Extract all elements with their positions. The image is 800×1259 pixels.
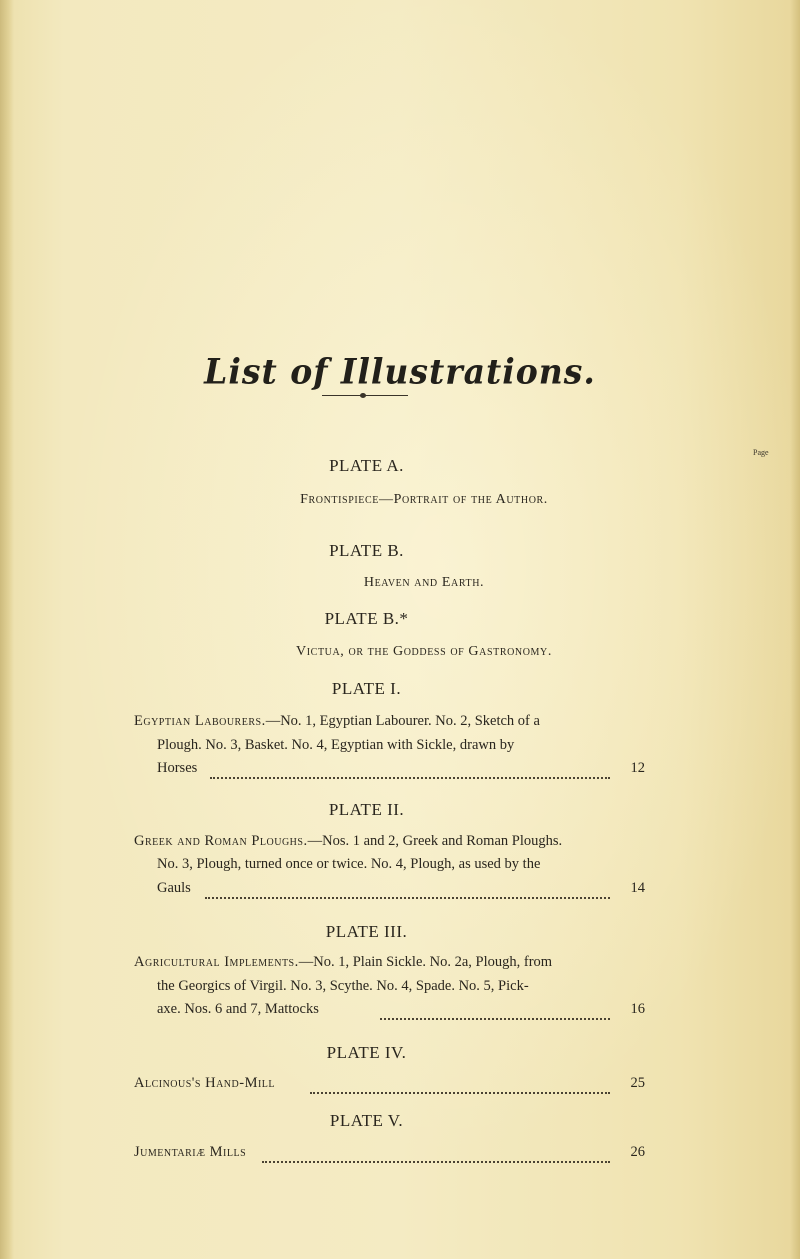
plate-bstar-description: Victua, or the Goddess of Gastronomy. (296, 644, 552, 659)
title-divider-ornament (360, 393, 366, 398)
plate-bstar-heading: PLATE B.* (324, 609, 409, 628)
plate-v-page-number: 26 (630, 1144, 645, 1160)
plate-ii-line-1 (134, 833, 562, 850)
plate-iv-line-1: Alcinous's Hand-Mill (134, 1075, 276, 1091)
plate-i-line-3: Horses (157, 760, 198, 776)
page-left-edge (0, 0, 14, 1259)
plate-a-description: Frontispiece—Portrait of the Author. (300, 492, 548, 507)
plate-iv-leader-dots (310, 1092, 610, 1094)
page-right-edge (790, 0, 800, 1259)
plate-i-line-1 (134, 713, 540, 730)
plate-i-page-number: 12 (630, 760, 645, 776)
plate-i-line-1-rest: —No. 1, Egyptian Labourer. No. 2, Sketch of a (265, 713, 540, 729)
plate-i-leader-dots (210, 777, 610, 779)
plate-iii-line-1-rest: —No. 1, Plain Sickle. No. 2a, Plough, from (298, 954, 553, 970)
plate-iii-line-1 (134, 954, 552, 971)
plate-ii-page-number: 14 (630, 880, 645, 896)
page-column-label: Page (753, 448, 769, 457)
plate-ii-heading: PLATE II. (328, 800, 405, 819)
plate-i-line-2: Plough. No. 3, Basket. No. 4, Egyptian with Sickle, drawn by (157, 737, 515, 753)
plate-ii-line-2: No. 3, Plough, turned once or twice. No. 4, Plough, as used by the (157, 856, 541, 872)
plate-b-heading: PLATE B. (329, 541, 404, 560)
plate-v-line-1: Jumentariæ Mills (134, 1144, 247, 1160)
plate-iii-subject: Agricultural Implements. (134, 954, 299, 970)
plate-v-heading: PLATE V. (329, 1111, 404, 1130)
plate-i-subject: Egyptian Labourers. (134, 713, 266, 729)
plate-v-leader-dots (262, 1161, 610, 1163)
plate-ii-subject: Greek and Roman Ploughs. (134, 833, 308, 849)
plate-ii-line-3: Gauls (157, 880, 191, 896)
plate-ii-line-1-rest: —Nos. 1 and 2, Greek and Roman Ploughs. (307, 833, 563, 849)
plate-iv-heading: PLATE IV. (326, 1043, 407, 1062)
plate-a-heading: PLATE A. (329, 456, 404, 475)
plate-ii-leader-dots (205, 897, 610, 899)
page-title: List of Illustrations. (204, 351, 596, 392)
plate-iii-heading: PLATE III. (325, 922, 408, 941)
plate-iii-line-3: axe. Nos. 6 and 7, Mattocks (157, 1001, 319, 1017)
plate-iii-page-number: 16 (630, 1001, 645, 1017)
plate-iii-line-2: the Georgics of Virgil. No. 3, Scythe. No. 4, Spade. No. 5, Pick- (157, 978, 529, 994)
plate-iv-page-number: 25 (630, 1075, 645, 1091)
plate-i-heading: PLATE I. (331, 679, 402, 698)
plate-b-description: Heaven and Earth. (363, 575, 485, 590)
plate-iii-leader-dots (380, 1018, 610, 1020)
